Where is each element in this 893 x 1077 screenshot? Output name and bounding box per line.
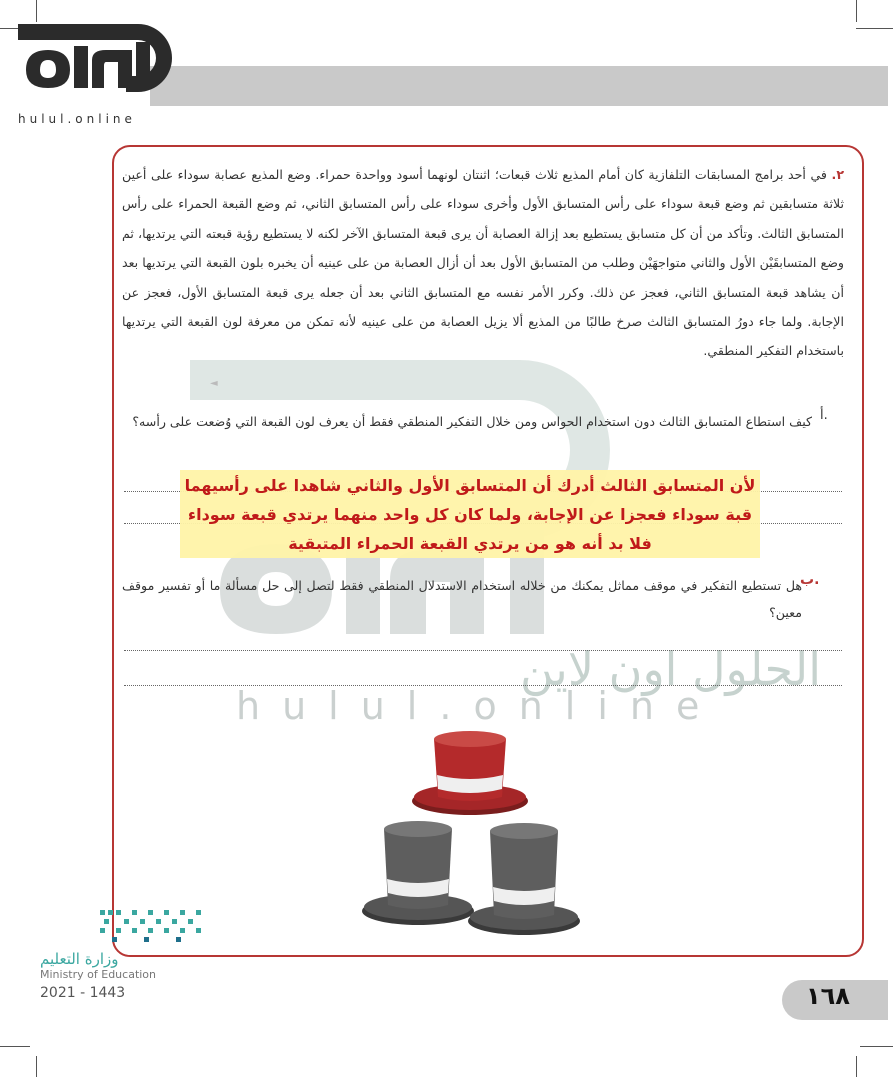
crop-mark xyxy=(36,1056,37,1077)
black-hat-icon xyxy=(362,821,474,925)
watermark-latin: hulul.online xyxy=(236,684,722,728)
red-hat-icon xyxy=(412,731,528,815)
header-bar xyxy=(150,66,888,106)
answer-line xyxy=(124,650,842,651)
ministry-logo-icon xyxy=(96,906,206,946)
problem-paragraph xyxy=(122,160,844,366)
crop-mark xyxy=(856,0,857,22)
watermark-arabic: الحلول اون لاين xyxy=(520,642,821,696)
three-hats-illustration xyxy=(360,725,580,945)
page-number: ١٦٨ xyxy=(806,982,850,1010)
crop-mark xyxy=(860,1046,893,1047)
crop-mark xyxy=(856,28,893,29)
crop-mark xyxy=(856,1056,857,1077)
crop-mark xyxy=(0,1046,30,1047)
ministry-name-arabic: وزارة التعليم xyxy=(40,950,119,968)
answer-line xyxy=(124,685,842,686)
question-number: ٢. xyxy=(831,167,844,182)
edition-year: 2021 - 1443 xyxy=(40,985,126,1001)
black-hat-icon xyxy=(468,823,580,935)
part-a-question: كيف استطاع المتسابق الثالث دون استخدام الحواس ومن خلال التفكير المنطقي فقط أن يعرف لون القبعة التي وُضعت على رأسه؟ xyxy=(132,414,812,429)
logo-caption: hulul.online xyxy=(18,112,136,126)
part-a-label: أ. xyxy=(820,408,828,423)
hulul-logo xyxy=(8,6,178,126)
problem-text: في أحد برامج المسابقات التلفازية كان أمام المذيع ثلاث قبعات؛ اثنتان لونهما أسود وواحدة حمراء. وضع المذيع عصابة سوداء على أعين ثلاثة متسابقين ثم وضع قبعة سوداء على رأس المتسابق الأول وأخرى سوداء على رأس المتسابق الثاني، ثم وضع القبعة الحمراء على رأس المتسابق الثالث. وتأكد من أن كل متسابق يستطيع بعد إزالة العصابة أن يرى قبعة المتسابق الآخر لكنه لا يستطيع رؤية قبعته التي يرتديها، ثم وضع المتسابقَيْن الأول والثاني متواجهَيْن وطلب من المتسابق الأول بعد أن أزال العصابة من على عينيه أن يخبره بلون القبعة التي يرتديها بعد أن يشاهد قبعة المتسابق الثاني، فعجز عن ذلك. وكرر الأمر نفسه مع المتسابق الثاني بعد أن جعله يرى قبعة المتسابق الأول، فعجز عن الإجابة. ولما جاء دورُ المتسابق الثالث صرخ طالبًا من المذيع ألا يزيل العصابة من على عينيه لأنه تمكن من معرفة لون القبعة التي يرتديها باستخدام التفكير المنطقي. xyxy=(122,167,844,359)
part-b-question: هل تستطيع التفكير في موقف مماثل يمكنك من خلاله استخدام الاستدلال المنطقي فقط لتصل إلى حل مسألة ما أو تفسير موقف معين؟ xyxy=(122,578,802,620)
ministry-name-english: Ministry of Education xyxy=(40,968,157,981)
arrow-icon: ◄ xyxy=(210,378,218,389)
part-a-answer: لأن المتسابق الثالث أدرك أن المتسابق الأول والثاني شاهدا على رأسيهما قبة سوداء فعجزا عن الإجابة، ولما كان كل واحد منهما يرتدي قبعة سوداء فلا بد أنه هو من يرتدي القبعة الحمراء المتبقية xyxy=(184,476,756,553)
part-b-label: ب. xyxy=(800,572,820,588)
